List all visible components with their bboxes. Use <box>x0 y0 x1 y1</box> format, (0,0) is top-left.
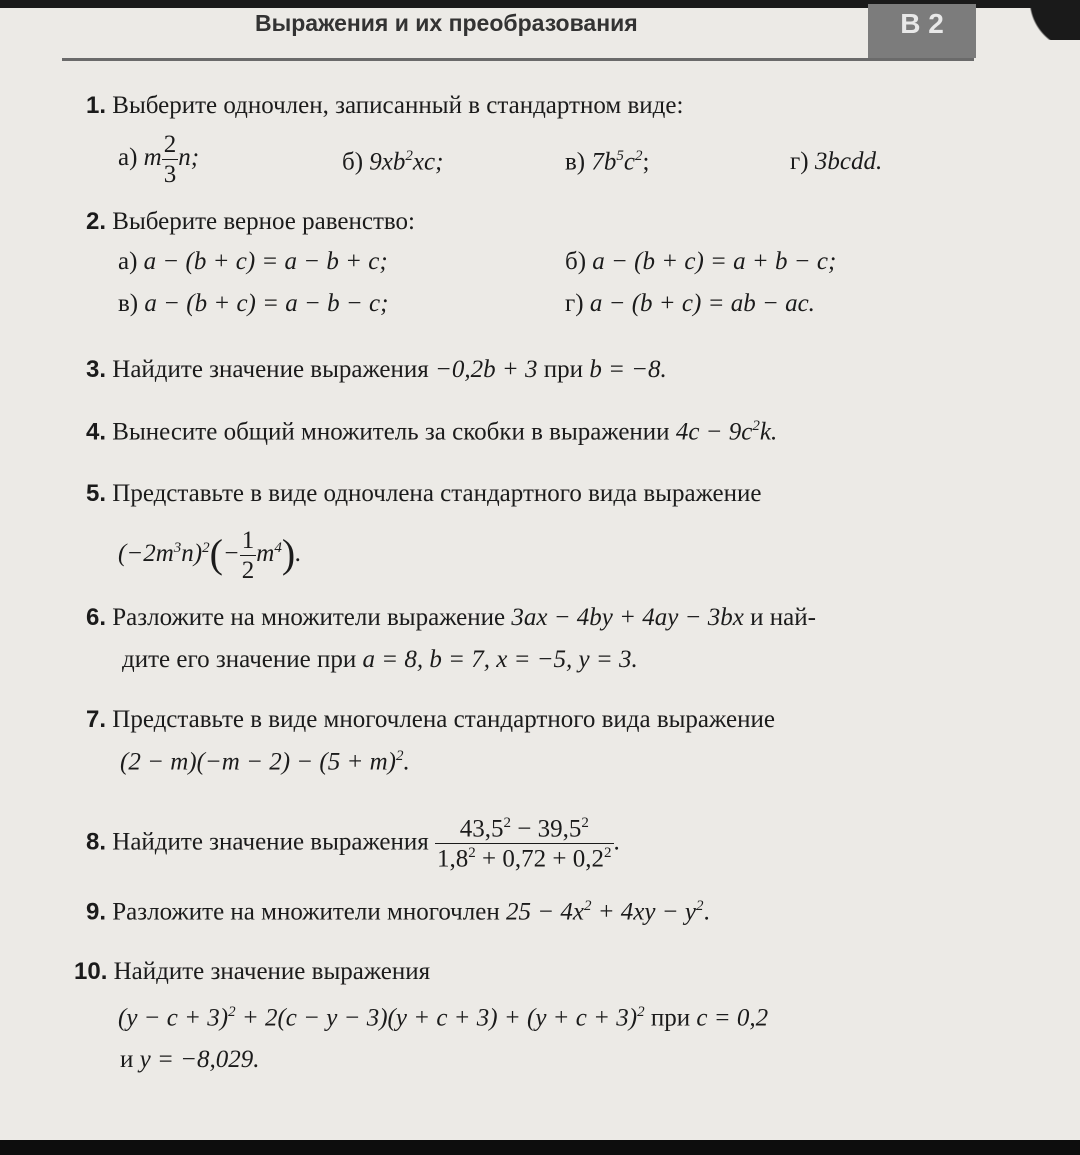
q3-text: Найдите значение выражения <box>112 356 429 383</box>
q7-expr: (2 − m)(−m − 2) − (5 + m) <box>120 748 396 776</box>
q7-prompt <box>86 706 775 734</box>
q8-den-a: 1,8 <box>437 845 469 873</box>
q2-c-expr: a − (b + c) = a − b − c; <box>144 290 389 317</box>
q1-number: 1. <box>86 92 107 119</box>
q9-text: Разложите на множители многочлен <box>112 898 500 926</box>
q1-c-exponent-1: 5 <box>616 148 624 164</box>
q6-line2-text: дите его значение при <box>122 646 357 673</box>
q10-expr-2: + 2(c − y − 3)(y + c + 3) + (y + c + 3) <box>235 1004 638 1032</box>
q1-b-expr: 9xb <box>369 148 406 176</box>
q9-expr-2: + 4xy − y <box>591 898 696 926</box>
q1-c-label: в) <box>565 148 586 176</box>
q5-base-exponent: 3 <box>173 539 182 556</box>
q5-fraction <box>240 528 257 583</box>
q5-text: Представьте в виде одночлена стандартного вида выражение <box>112 480 762 507</box>
q8-denominator <box>435 844 613 871</box>
q1-a-label: а) <box>118 144 138 172</box>
section-title: Выражения и их преобразования <box>255 10 638 36</box>
q8-numerator <box>435 816 613 844</box>
q10-condition-2: y = −8,029. <box>139 1046 260 1073</box>
q5-outer-exponent: 2 <box>202 539 210 556</box>
q10-expression <box>118 1004 768 1032</box>
q8-num-a: 43,5 <box>459 815 504 843</box>
q6-prompt <box>86 604 816 632</box>
q1-c-expr: 7b <box>591 148 617 176</box>
q10-when: при <box>650 1004 691 1032</box>
q4-prompt <box>86 418 777 446</box>
q1-a-expr-pre: m <box>143 144 162 172</box>
q1-c-exponent-2: 2 <box>635 148 643 164</box>
q2-prompt <box>86 208 415 236</box>
photo-corner-shadow <box>1000 0 1080 40</box>
q6-text-continued: и най- <box>750 604 816 631</box>
q4-expression: 4c − 9c <box>675 418 753 446</box>
q1-text: Выберите одночлен, записанный в стандартном виде: <box>112 92 684 119</box>
q8-num-b-exp: 2 <box>581 815 589 831</box>
q2-d-label: г) <box>565 290 584 317</box>
q2-option-a <box>118 248 388 276</box>
q2-a-expr: a − (b + c) = a − b + c; <box>143 248 388 275</box>
q10-prompt <box>74 958 430 986</box>
q2-d-expr: a − (b + c) = ab − ac. <box>589 290 815 317</box>
q8-den-a-exp: 2 <box>468 845 476 862</box>
q10-condition-1: c = 0,2 <box>696 1004 769 1032</box>
variant-badge: В 2 <box>868 4 976 58</box>
q8-number: 8. <box>86 828 107 856</box>
q5-minus: − <box>222 540 240 568</box>
q6-condition: a = 8, b = 7, x = −5, y = 3. <box>362 646 638 673</box>
q7-number: 7. <box>86 706 107 733</box>
q3-expression: −0,2b + 3 <box>435 356 538 383</box>
q1-d-expr: 3bcdd. <box>814 148 883 175</box>
q9-exponent-2: 2 <box>695 898 704 914</box>
q1-a-numerator: 2 <box>163 131 177 158</box>
q10-line-3 <box>120 1046 259 1074</box>
q6-number: 6. <box>86 604 107 631</box>
q5-m-exponent: 4 <box>274 539 282 556</box>
q1-b-label: б) <box>342 148 364 176</box>
q1-a-fraction <box>162 132 179 187</box>
q9-expr-1: 25 − 4x <box>505 898 584 926</box>
q1-b-tail: xc; <box>412 148 444 176</box>
q1-d-label: г) <box>790 148 809 175</box>
q3-number: 3. <box>86 356 107 383</box>
header-divider <box>62 58 974 61</box>
photo-bottom-edge <box>0 1140 1080 1155</box>
q4-exponent: 2 <box>752 418 760 434</box>
q6-text: Разложите на множители выражение <box>112 604 506 631</box>
q1-option-c <box>565 148 649 176</box>
q8-den-b: + 0,72 + 0,2 <box>475 845 604 873</box>
q8-num-b: − 39,5 <box>510 815 582 843</box>
q1-c-tail: ; <box>642 148 650 176</box>
q6-expression: 3ax − 4by + 4ay − 3bx <box>511 604 744 631</box>
q7-tail: . <box>403 748 410 776</box>
q8-num-a-exp: 2 <box>503 815 511 831</box>
q3-when: при <box>543 356 584 383</box>
q9-tail: . <box>703 898 710 926</box>
q1-b-exponent: 2 <box>405 148 413 164</box>
q1-a-denominator: 3 <box>163 161 177 188</box>
q5-denominator: 2 <box>241 557 255 584</box>
q5-base-coef: −2m <box>126 540 174 568</box>
q8-prompt <box>86 816 620 872</box>
q10-and: и <box>120 1046 134 1073</box>
q5-numerator: 1 <box>241 527 255 554</box>
q5-end: . <box>295 540 302 568</box>
q7-text: Представьте в виде многочлена стандартного вида выражение <box>112 706 775 733</box>
q5-number: 5. <box>86 480 107 507</box>
q8-fraction <box>435 816 613 872</box>
q4-expression-tail: k. <box>759 418 778 446</box>
q3-prompt <box>86 356 667 384</box>
q5-expression: $(-2m^3n)^2(-$ $\frac{1}{2}$ $m^4$). <box>118 527 302 584</box>
q9-number: 9. <box>86 898 107 926</box>
q2-option-d <box>565 290 815 318</box>
q7-expression <box>120 748 410 776</box>
q1-option-b <box>342 148 443 176</box>
q10-text: Найдите значение выражения <box>113 958 431 985</box>
q2-c-label: в) <box>118 290 139 317</box>
q1-a-expr-post: n; <box>178 144 200 172</box>
q1-c-mid: c <box>623 148 635 176</box>
q1-option-d <box>790 148 882 176</box>
q9-exponent-1: 2 <box>583 898 592 914</box>
q7-exponent: 2 <box>395 748 404 764</box>
q2-text: Выберите верное равенство: <box>112 208 415 235</box>
q5-m: m <box>256 540 275 568</box>
q1-option-a <box>118 132 199 187</box>
q10-exponent-1: 2 <box>228 1004 236 1020</box>
q10-expr-1: (y − c + 3) <box>118 1004 229 1032</box>
q4-number: 4. <box>86 418 107 446</box>
q5-prompt <box>86 480 761 508</box>
q9-prompt <box>86 898 710 926</box>
q2-b-expr: a − (b + c) = a + b − c; <box>592 248 837 275</box>
q8-tail: . <box>613 828 620 856</box>
q1-prompt <box>86 92 683 120</box>
q10-exponent-2: 2 <box>637 1004 645 1020</box>
q6-line-2 <box>122 646 638 674</box>
q8-den-b-exp: 2 <box>604 845 612 862</box>
q8-text: Найдите значение выражения <box>112 828 429 856</box>
q4-text: Вынесите общий множитель за скобки в выражении <box>112 418 670 446</box>
q5-base-tail: n <box>181 540 194 568</box>
q3-condition: b = −8. <box>589 356 667 383</box>
q10-number: 10. <box>74 958 108 985</box>
q2-option-b <box>565 248 836 276</box>
q2-option-c <box>118 290 388 318</box>
q2-number: 2. <box>86 208 107 235</box>
q2-b-label: б) <box>565 248 587 275</box>
q2-a-label: а) <box>118 248 138 275</box>
